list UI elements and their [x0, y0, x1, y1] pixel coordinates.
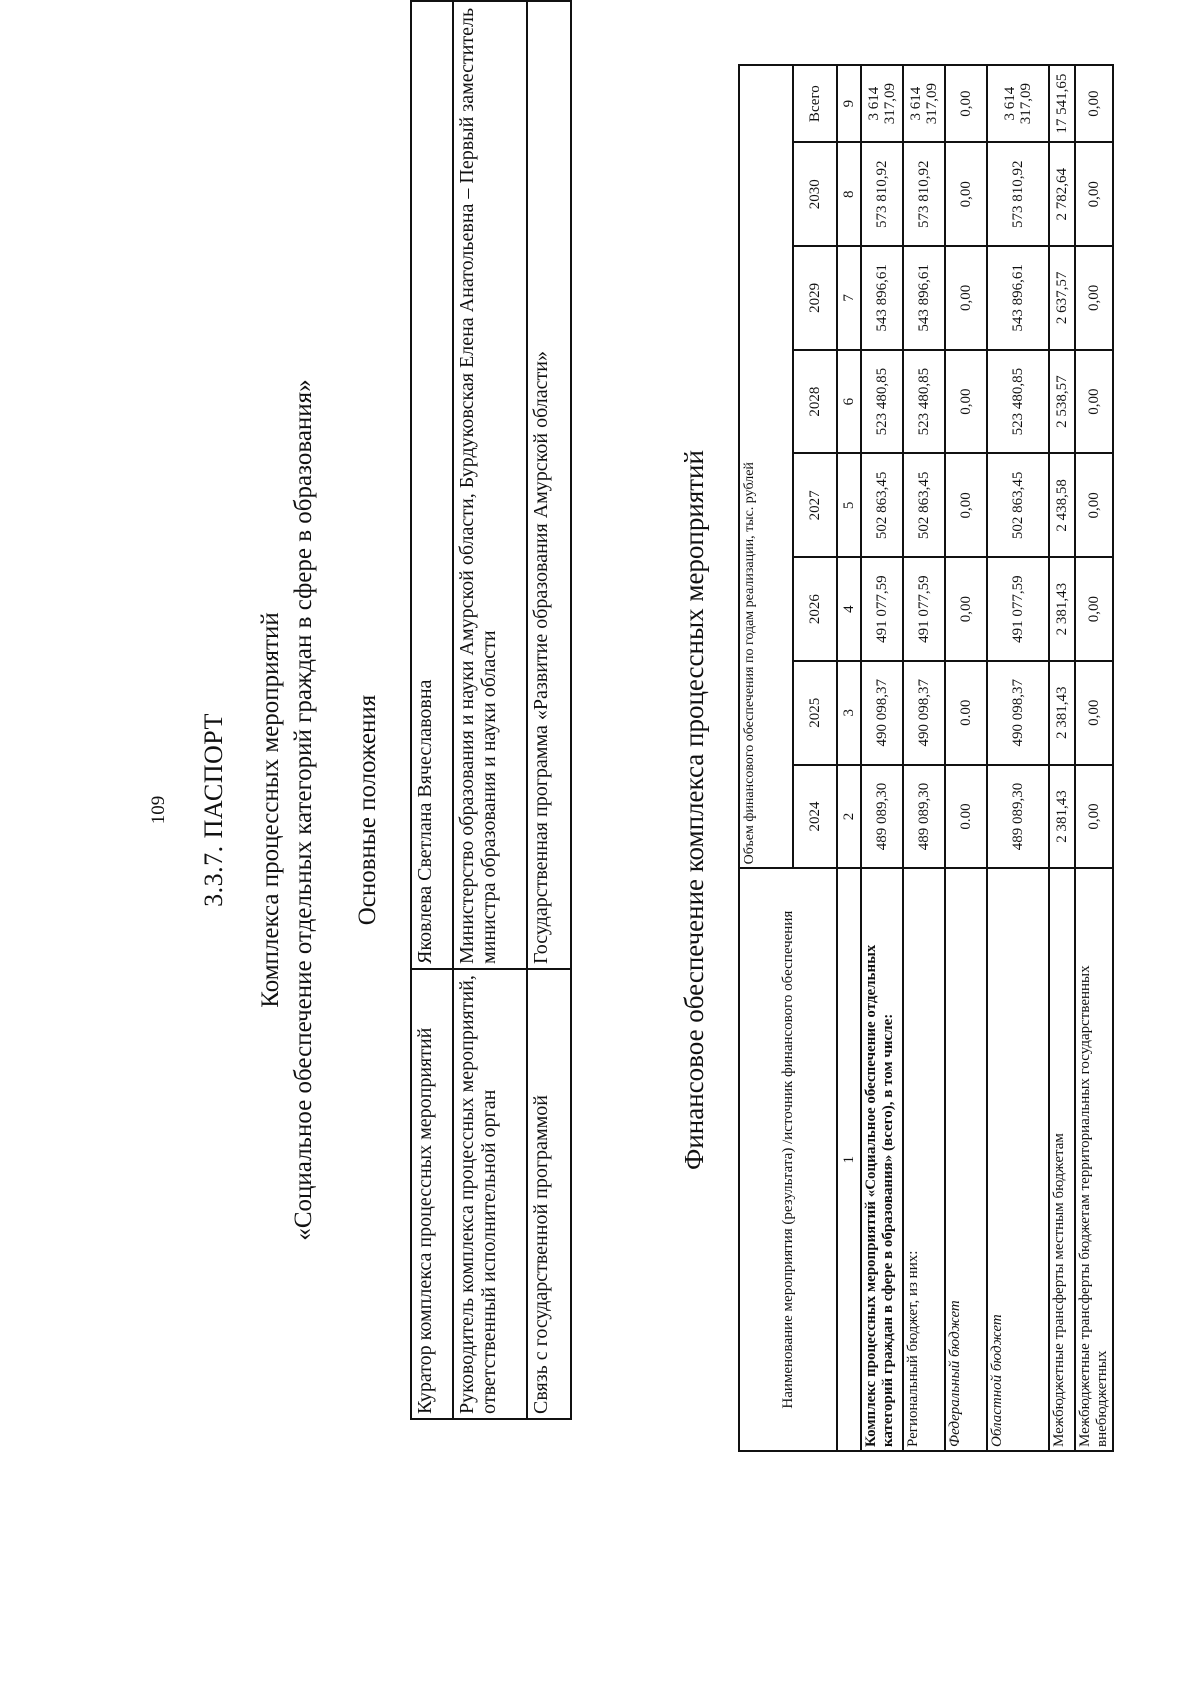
- year-header: 2026: [793, 557, 837, 661]
- cell-value: 489 089,30: [861, 765, 903, 869]
- cell-value: 523 480,85: [861, 350, 903, 454]
- info-row: [527, 1, 571, 1419]
- column-number: 9: [837, 65, 861, 142]
- info-row: [453, 1, 527, 1419]
- cell-value: 0,00: [1075, 453, 1113, 557]
- cell-value: 0.00: [945, 661, 987, 765]
- row-name: Комплекс процессных мероприятий «Социальное обеспечение отдельных категорий граждан в сфере в образования» (всего), в том числе:: [861, 868, 903, 1451]
- cell-value: 0,00: [945, 246, 987, 350]
- column-number: 6: [837, 350, 861, 454]
- cell-value: 543 896,61: [987, 246, 1049, 350]
- page-number: 109: [148, 795, 169, 825]
- cell-value: 0,00: [1075, 350, 1113, 454]
- row-name: Региональный бюджет, из них:: [903, 868, 945, 1451]
- table-row: [945, 65, 987, 1451]
- year-header: 2027: [793, 453, 837, 557]
- year-header: 2030: [793, 142, 837, 246]
- table-row: [987, 65, 1049, 1451]
- table-row: [903, 65, 945, 1451]
- info-value: Государственная программа «Развитие образования Амурской области»: [527, 1, 571, 969]
- column-header-name: Наименование мероприятия (результата) /источник финансового обеспечения: [739, 868, 837, 1451]
- cell-value: 523 480,85: [987, 350, 1049, 454]
- main-provisions-heading: Основные положения: [354, 694, 381, 926]
- year-header: 2024: [793, 765, 837, 869]
- cell-value: 0,00: [945, 350, 987, 454]
- cell-value: 0,00: [945, 453, 987, 557]
- cell-value: 573 810,92: [903, 142, 945, 246]
- cell-total: 3 614 317,09: [987, 65, 1049, 142]
- column-number: 7: [837, 246, 861, 350]
- cell-value: 2 381,43: [1049, 661, 1075, 765]
- cell-total: 17 541,65: [1049, 65, 1075, 142]
- row-name: Межбюджетные трансферты местным бюджетам: [1049, 868, 1075, 1451]
- info-label: Куратор комплекса процессных мероприятий: [411, 969, 453, 1419]
- year-header: 2029: [793, 246, 837, 350]
- column-number: 8: [837, 142, 861, 246]
- cell-value: 0,00: [1075, 765, 1113, 869]
- cell-value: 2 637,57: [1049, 246, 1075, 350]
- finance-header-row: [739, 65, 793, 1451]
- cell-total: 0,00: [1075, 65, 1113, 142]
- cell-value: 0,00: [1075, 661, 1113, 765]
- year-header: 2025: [793, 661, 837, 765]
- cell-value: 543 896,61: [861, 246, 903, 350]
- year-header: Всего: [793, 65, 837, 142]
- cell-value: 2 438,58: [1049, 453, 1075, 557]
- column-number: 4: [837, 557, 861, 661]
- cell-value: 490 098,37: [903, 661, 945, 765]
- row-name: Областной бюджет: [987, 868, 1049, 1451]
- year-header: 2028: [793, 350, 837, 454]
- main-provisions-table: [410, 0, 572, 1420]
- cell-value: 489 089,30: [903, 765, 945, 869]
- cell-value: 2 538,57: [1049, 350, 1075, 454]
- info-value: Яковлева Светлана Вячеславовна: [411, 1, 453, 969]
- info-label: Связь с государственной программой: [527, 969, 571, 1419]
- info-row: [411, 1, 453, 1419]
- cell-value: 2 381,43: [1049, 557, 1075, 661]
- cell-value: 491 077,59: [861, 557, 903, 661]
- cell-value: 502 863,45: [861, 453, 903, 557]
- cell-value: 543 896,61: [903, 246, 945, 350]
- cell-total: 3 614 317,09: [861, 65, 903, 142]
- cell-value: 491 077,59: [903, 557, 945, 661]
- cell-value: 0,00: [945, 557, 987, 661]
- cell-value: 490 098,37: [861, 661, 903, 765]
- cell-value: 0,00: [1075, 557, 1113, 661]
- cell-value: 489 089,30: [987, 765, 1049, 869]
- table-row: [861, 65, 903, 1451]
- cell-value: 2 782,64: [1049, 142, 1075, 246]
- cell-value: 502 863,45: [903, 453, 945, 557]
- cell-total: 3 614 317,09: [903, 65, 945, 142]
- table-row: [1049, 65, 1075, 1451]
- row-name: Межбюджетные трансферты бюджетам территориальных государственных внебюджетных: [1075, 868, 1113, 1451]
- row-name: Федеральный бюджет: [945, 868, 987, 1451]
- cell-value: 0,00: [945, 142, 987, 246]
- cell-value: 0,00: [1075, 246, 1113, 350]
- complex-name: «Социальное обеспечение отдельных категорий граждан в сфере в образования»: [290, 379, 317, 1241]
- column-number: 2: [837, 765, 861, 869]
- column-number: 1: [837, 868, 861, 1451]
- column-number: 5: [837, 453, 861, 557]
- cell-value: 502 863,45: [987, 453, 1049, 557]
- cell-total: 0,00: [945, 65, 987, 142]
- complex-title: Комплекса процессных мероприятий: [257, 612, 284, 1008]
- rotated-page: [0, 7, 1200, 1660]
- cell-value: 2 381,43: [1049, 765, 1075, 869]
- cell-value: 0,00: [1075, 142, 1113, 246]
- finance-table: [738, 64, 1114, 1452]
- column-numbers-row: [837, 65, 861, 1451]
- column-number: 3: [837, 661, 861, 765]
- cell-value: 573 810,92: [987, 142, 1049, 246]
- info-value: Министерство образования и науки Амурской области, Бурдуковская Елена Анатольевна – Первый заместитель министра образования и науки области: [453, 1, 527, 969]
- cell-value: 573 810,92: [861, 142, 903, 246]
- cell-value: 490 098,37: [987, 661, 1049, 765]
- finance-title: Финансовое обеспечение комплекса процессных мероприятий: [679, 450, 709, 1170]
- cell-value: 523 480,85: [903, 350, 945, 454]
- cell-value: 0.00: [945, 765, 987, 869]
- section-title: 3.3.7. ПАСПОРТ: [199, 713, 228, 907]
- table-row: [1075, 65, 1113, 1451]
- cell-value: 491 077,59: [987, 557, 1049, 661]
- info-label: Руководитель комплекса процессных мероприятий, ответственный исполнительной орган: [453, 969, 527, 1419]
- column-header-volume: Объем финансового обеспечения по годам реализации, тыс. рублей: [739, 65, 793, 868]
